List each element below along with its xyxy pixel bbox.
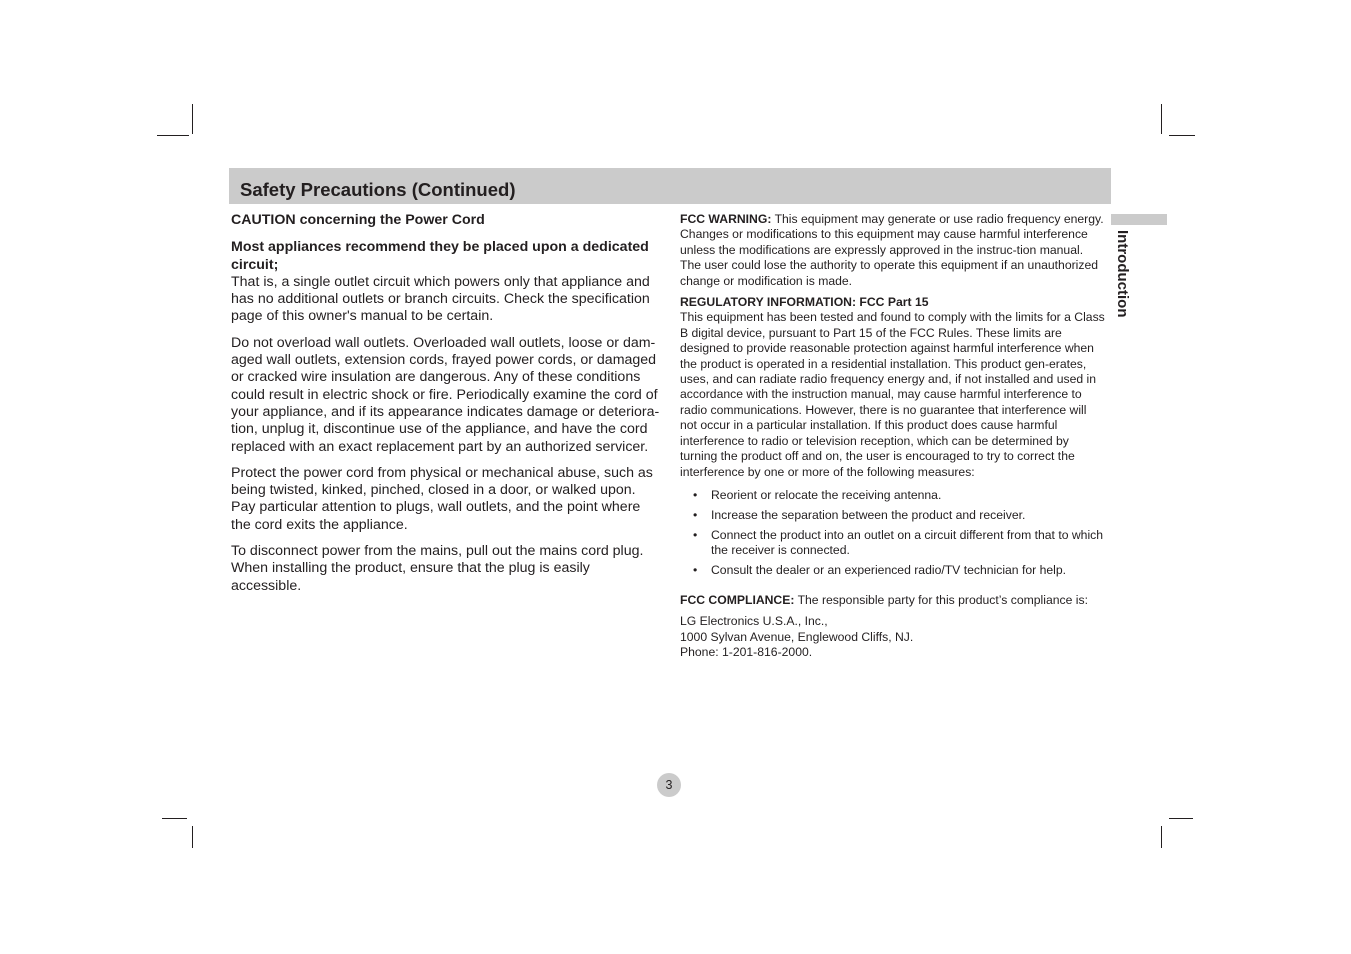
fcc-warning-label: FCC WARNING: — [680, 212, 772, 226]
regulatory-text: This equipment has been tested and found to comply with the limits for a Class B digital device, pursuant to Part 15 of the FCC Rules. These limits are designed to provide reasonable protection against harmful interference when the product is operated in a residential installation. This product gen-erates, uses, and can radiate radio frequency energy and, if not installed and used in accordance with the instruction manual, may cause harmful interference to radio communications. However, there is no guarantee that interference will not occur in a particular installation. If this product does cause harmful interference to radio or television reception, which can be determined by turning the product off and on, the user is encouraged to try to correct the interference by one or more of the following measures: — [680, 310, 1105, 479]
paragraph-dedicated-circuit: That is, a single outlet circuit which powers only that appliance and has no additional outlets or branch circuits. Check the specification page of this owner's manual to be certain. — [231, 273, 650, 325]
fcc-warning-text: This equipment may generate or use radio frequency energy. Changes or modifications to this equipment may cause harmful interference unless the modifications are expressly approved in the instruc-tion manual. The user could lose the authority to operate this equipment if an unauthorized change or modification is made. — [680, 212, 1104, 288]
paragraph-protect-cord: Protect the power cord from physical or mechanical abuse, such as being twisted, kinked, pinched, closed in a door, or walked upon. Pay particular attention to plugs, wall outlets, and the point where the cord exits the appliance. — [231, 464, 653, 533]
fcc-compliance-label: FCC COMPLIANCE: — [680, 592, 795, 607]
title-bar — [229, 168, 1111, 204]
circuit-heading: Most appliances recommend they be placed upon a dedicated circuit; — [231, 239, 649, 273]
bullet-icon: • — [693, 507, 698, 522]
list-item — [680, 508, 1105, 523]
list-item — [680, 488, 1105, 503]
crop-mark — [1169, 135, 1195, 136]
regulatory-heading: REGULATORY INFORMATION: FCC Part 15 — [680, 295, 929, 310]
measure-text: Consult the dealer or an experienced radio/TV technician for help. — [711, 563, 1067, 578]
left-column — [231, 212, 663, 604]
address-line: 1000 Sylvan Avenue, Englewood Cliffs, NJ. — [680, 629, 914, 644]
crop-mark — [157, 135, 189, 136]
paragraph-overload-warning: Do not overload wall outlets. Overloaded wall outlets, loose or dam-aged wall outlets, extension cords, frayed power cords, or damaged or cracked wire insulation are dangerous. Any of these conditions could result in electric shock or fire. Periodically examine the cord of your appliance, and if its appearance indicates damage or deteriora-tion, unplug it, discontinue use of the appliance, and have the cord replaced with an exact replacement part by an authorized servicer. — [231, 334, 660, 455]
page-number: 3 — [657, 773, 681, 797]
crop-mark — [192, 104, 193, 134]
fcc-compliance — [680, 593, 1105, 608]
crop-mark — [1161, 826, 1162, 848]
measure-text: Reorient or relocate the receiving antenna. — [711, 487, 942, 502]
bullet-icon: • — [693, 563, 698, 578]
address-line: LG Electronics U.S.A., Inc., — [680, 614, 828, 629]
bullet-icon: • — [693, 487, 698, 502]
section-tab-marker — [1111, 214, 1167, 225]
fcc-warning — [680, 212, 1105, 289]
crop-mark — [192, 826, 193, 848]
list-item — [680, 528, 1105, 559]
measure-text: Connect the product into an outlet on a circuit different from that to which the receiver is connected. — [711, 527, 1104, 558]
section-tab-label: Introduction — [1114, 230, 1131, 318]
address-line: Phone: 1-201-816-2000. — [680, 644, 813, 659]
page-title: Safety Precautions (Continued) — [240, 179, 516, 200]
measure-text: Increase the separation between the product and receiver. — [711, 507, 1026, 522]
caution-heading: CAUTION concerning the Power Cord — [231, 212, 485, 228]
crop-mark — [162, 818, 187, 819]
paragraph-disconnect-power: To disconnect power from the mains, pull out the mains cord plug. When installing the product, ensure that the plug is easily accessible. — [231, 543, 644, 594]
address-block — [680, 614, 1105, 660]
bullet-icon: • — [693, 527, 698, 542]
crop-mark — [1161, 104, 1162, 134]
crop-mark — [1169, 818, 1193, 819]
fcc-compliance-text: The responsible party for this product’s compliance is: — [794, 592, 1088, 607]
measures-list — [680, 488, 1105, 579]
right-column — [680, 212, 1105, 660]
list-item — [680, 563, 1105, 578]
